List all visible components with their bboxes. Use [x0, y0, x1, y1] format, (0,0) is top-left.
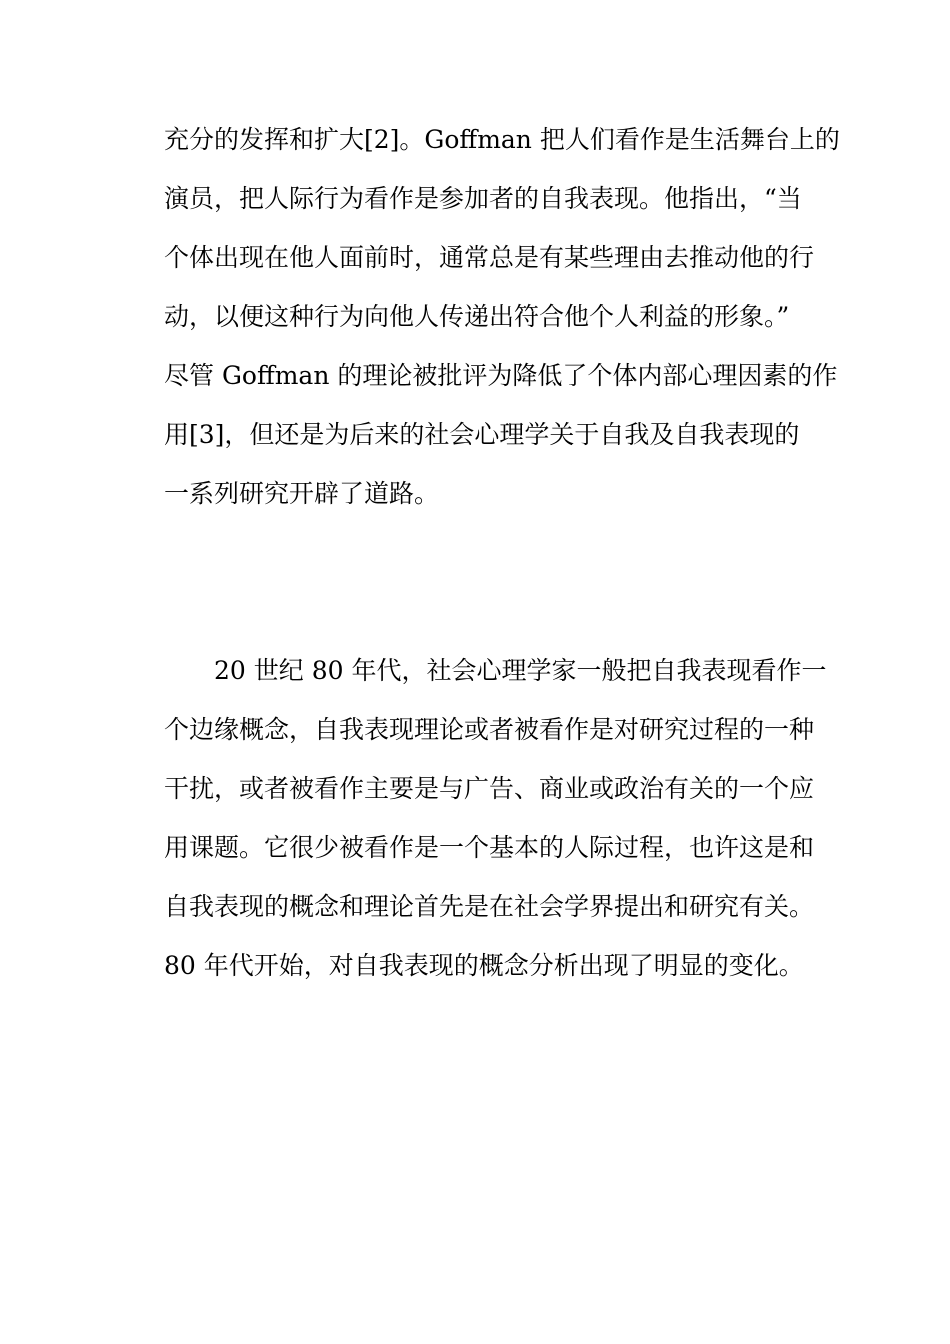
paragraph-2-line-4: 用课题。它很少被看作是一个基本的人际过程，也许这是和 [164, 833, 815, 862]
paragraph-2-line-5: 自我表现的概念和理论首先是在社会学界提出和研究有关。 [164, 892, 815, 921]
paragraph-2-line-3: 干扰，或者被看作主要是与广告、商业或政治有关的一个应 [164, 774, 815, 803]
paragraph-1-line-4: 动，以便这种行为向他人传递出符合他个人利益的形象。” [164, 302, 790, 331]
paragraph-1-line-7: 一系列研究开辟了道路。 [164, 479, 440, 508]
paragraph-2 [164, 641, 827, 995]
paragraph-2-line-1: 20 世纪 80 年代，社会心理学家一般把自我表现看作一 [164, 656, 827, 685]
paragraph-2-line-2: 个边缘概念，自我表现理论或者被看作是对研究过程的一种 [164, 715, 815, 744]
paragraph-2-line-6: 80 年代开始，对自我表现的概念分析出现了明显的变化。 [164, 951, 804, 980]
paragraph-1-line-2: 演员，把人际行为看作是参加者的自我表现。他指出，“当 [164, 184, 802, 213]
paragraph-1-line-3: 个体出现在他人面前时，通常总是有某些理由去推动他的行 [164, 243, 815, 272]
paragraph-1-line-5: 尽管 Goffman 的理论被批评为降低了个体内部心理因素的作 [164, 361, 838, 390]
paragraph-1-line-1: 充分的发挥和扩大[2]。Goffman 把人们看作是生活舞台上的 [164, 125, 840, 154]
paragraph-1-line-6: 用[3]，但还是为后来的社会心理学关于自我及自我表现的 [164, 420, 800, 449]
paragraph-1 [164, 110, 840, 523]
